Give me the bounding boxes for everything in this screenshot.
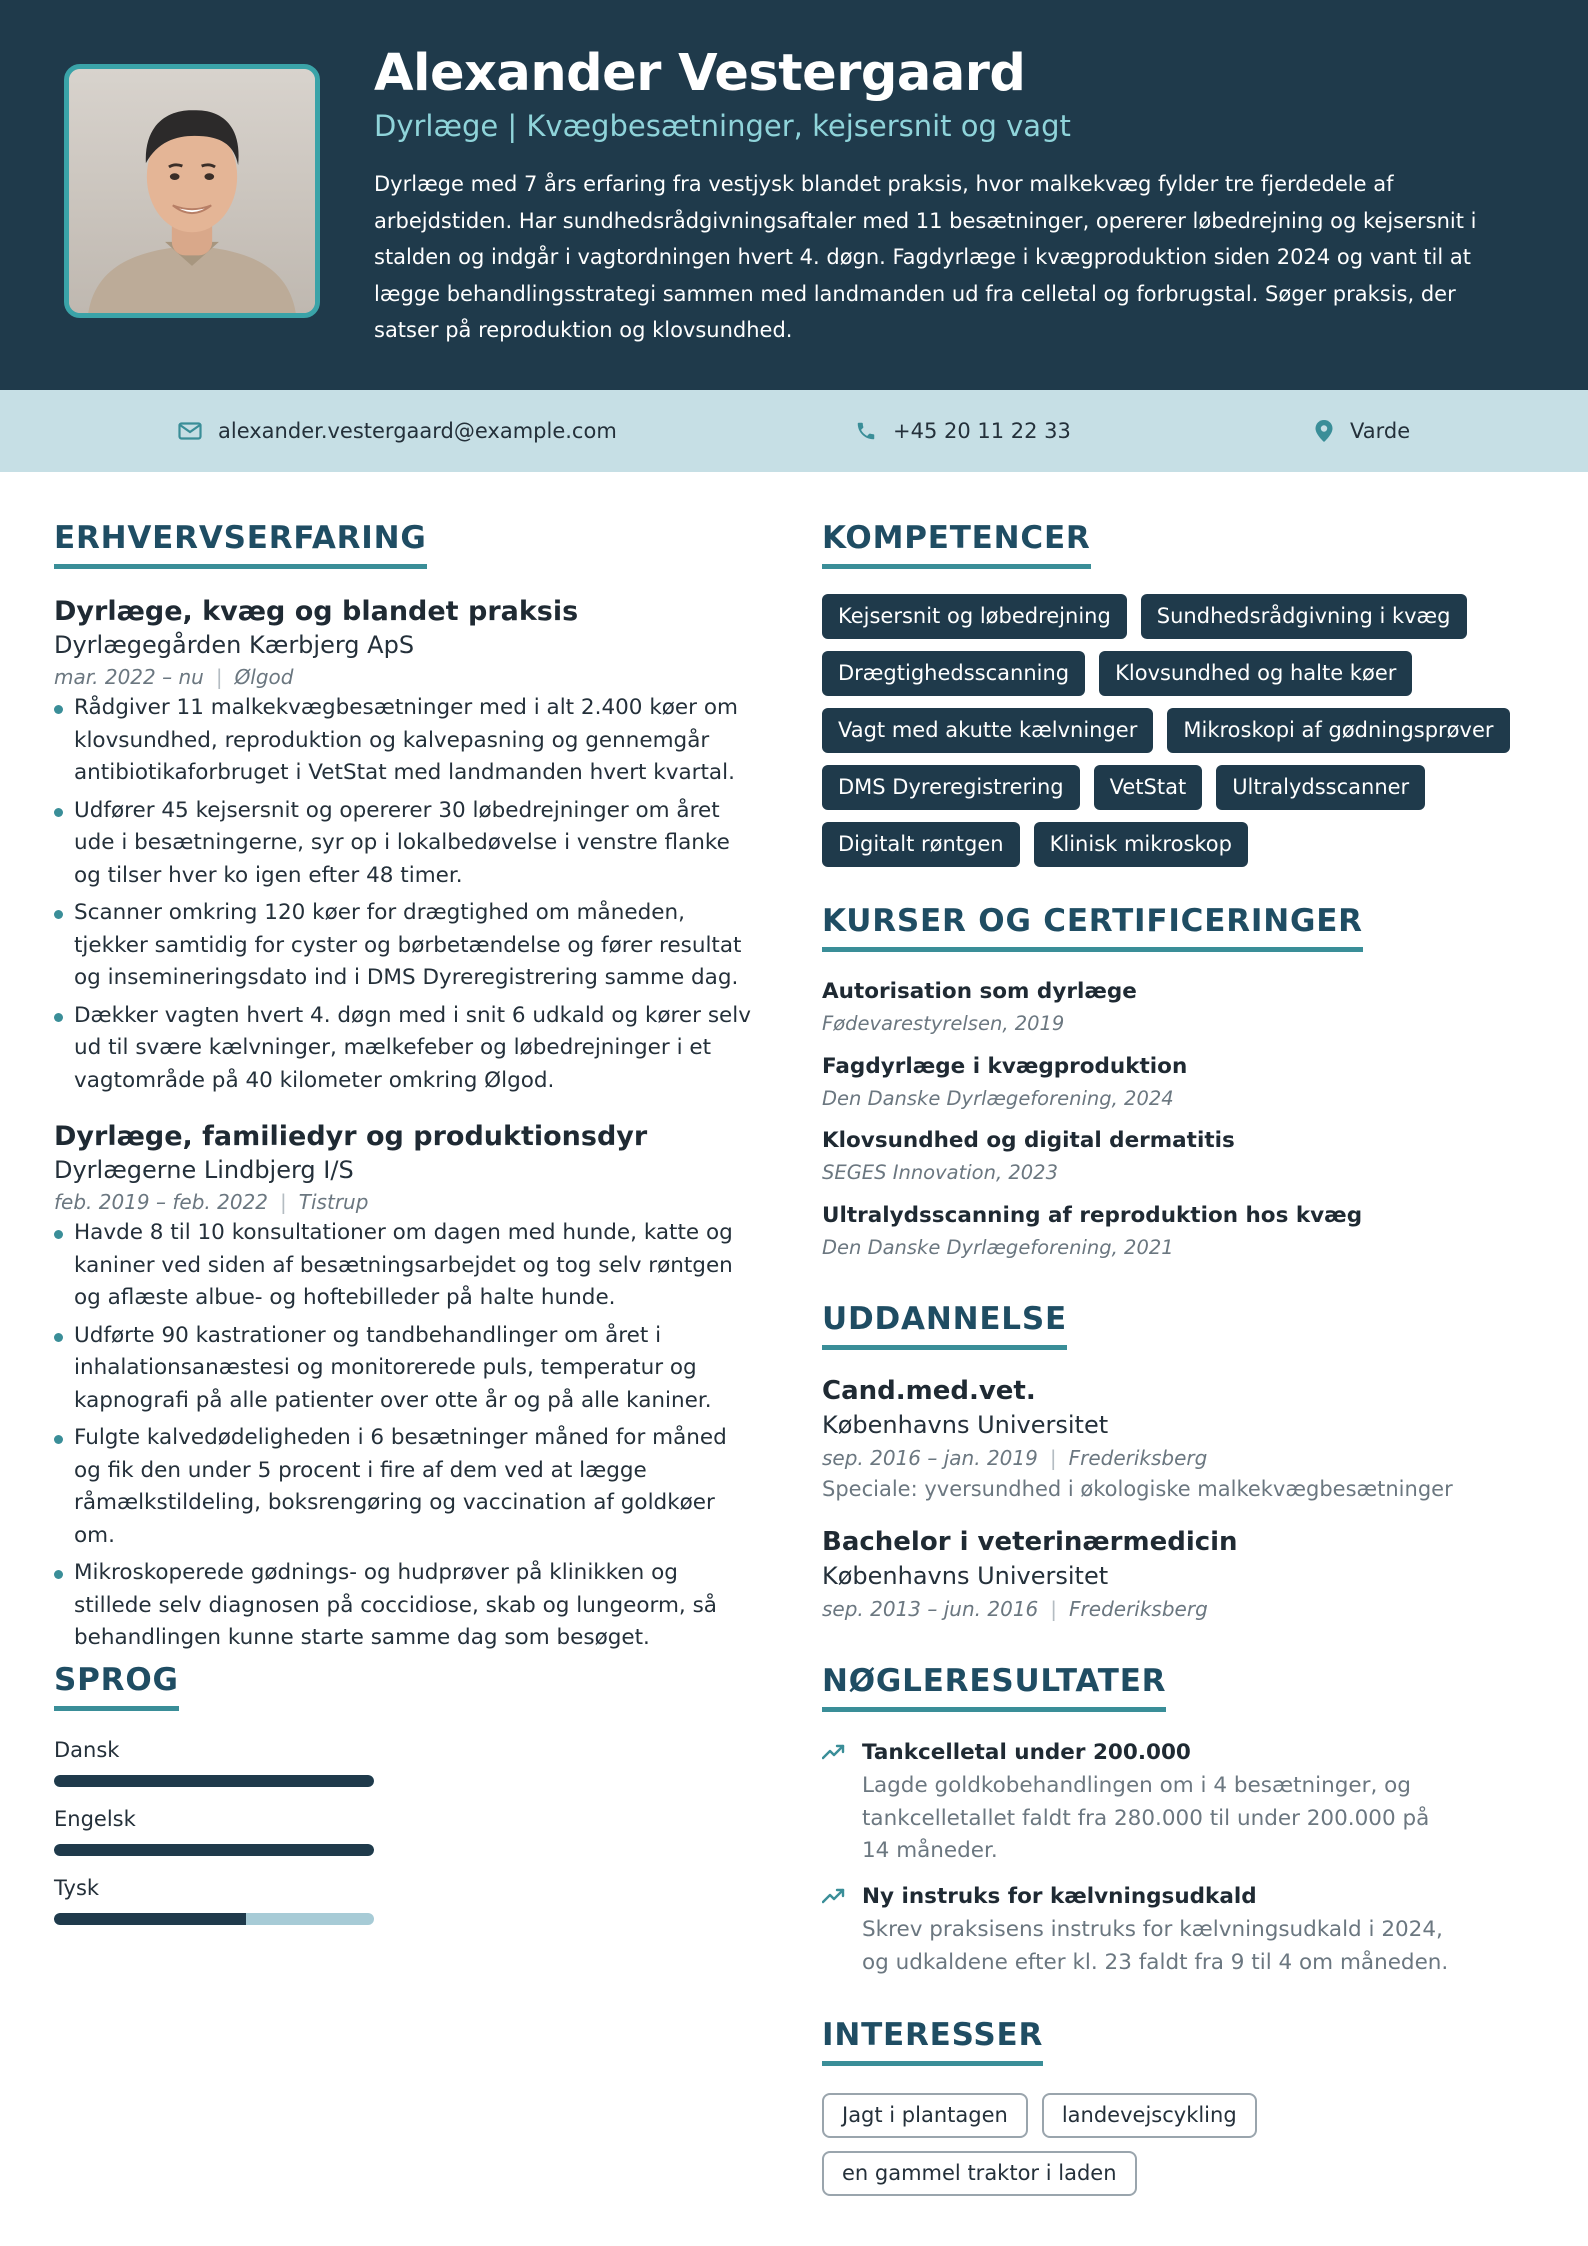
experience-heading-text: ERHVERVSERFARING: [54, 520, 427, 556]
skill-tag: Ultralydsscanner: [1216, 765, 1425, 810]
language-level-fill: [54, 1775, 374, 1787]
skill-tag: VetStat: [1094, 765, 1203, 810]
interest-tag: en gammel traktor i laden: [822, 2151, 1137, 2196]
language-level-bar: [54, 1775, 374, 1787]
trend-up-icon: [822, 1888, 846, 1904]
job-title: Dyrlæge, kvæg og blandet praksis: [54, 596, 579, 627]
job-employer: Dyrlægerne Lindbjerg I/S: [54, 1156, 354, 1184]
education-meta: [822, 1597, 1208, 1621]
education-location: Frederiksberg: [1068, 1446, 1208, 1470]
institution: Københavns Universitet: [822, 1411, 1109, 1439]
interests-heading-text: INTERESSER: [822, 2017, 1044, 2053]
contact-bar: [0, 390, 1588, 472]
profile-photo: [64, 64, 320, 318]
job-period: mar. 2022 – nu: [54, 665, 204, 689]
language-level-fill: [54, 1913, 246, 1925]
degree-title: Cand.med.vet.: [822, 1376, 1036, 1406]
education-location: Frederiksberg: [1069, 1597, 1208, 1621]
interests-tag-list: [822, 2093, 1522, 2196]
course-issuer: Fødevarestyrelsen, 2019: [822, 1012, 1065, 1035]
language-level-bar: [54, 1913, 374, 1925]
skill-tag: Vagt med akutte kælvninger: [822, 708, 1153, 753]
heading-underline: [822, 564, 1091, 569]
meta-separator: |: [1049, 1446, 1057, 1470]
mail-icon: [178, 422, 202, 440]
education-period: sep. 2013 – jun. 2016: [822, 1597, 1039, 1621]
skill-tag: Mikroskopi af gødningsprøver: [1167, 708, 1509, 753]
phone-icon: [855, 420, 877, 442]
institution: Københavns Universitet: [822, 1562, 1109, 1590]
section-heading-results: [822, 1663, 1166, 1712]
job-bullet: Fulgte kalvedødeligheden i 6 besætninger måned for måned og fik den under 5 procent i fire af dem ved at lægge råmælkstildeling, boksrengøring og vaccination af goldkøer om.: [54, 1422, 754, 1552]
job-bullet: Havde 8 til 10 konsultationer om dagen med hunde, katte og kaniner ved siden af besætningsarbejdet og tog selv røntgen og aflæste albue- og hoftebilleder på halte hunde.: [54, 1217, 754, 1315]
education-note: Speciale: yversundhed i økologiske malkekvægbesætninger: [822, 1477, 1453, 1501]
languages-heading-text: SPROG: [54, 1662, 179, 1698]
section-heading-interests: [822, 2017, 1043, 2066]
email-text: alexander.vestergaard@example.com: [218, 419, 617, 443]
meta-separator: |: [215, 665, 223, 689]
phone-text: +45 20 11 22 33: [893, 419, 1071, 443]
course-title: Autorisation som dyrlæge: [822, 979, 1137, 1004]
job-period: feb. 2019 – feb. 2022: [54, 1190, 269, 1214]
profile-summary: Dyrlæge med 7 års erfaring fra vestjysk blandet praksis, hvor malkekvæg fylder tre fjerdedele af arbejdstiden. Har sundhedsrådgivningsaftaler med 11 besætninger, opererer løbedrejning og kejsersnit i stalden og indgår i vagtordningen hvert 4. døgn. Fagdyrlæge i kvægproduktion siden 2024 og vant til at lægge behandlingsstrategi sammen med landmanden ud fra celletal og forbrugstal. Søger praksis, der satser på reproduktion og klovsundhed.: [374, 172, 1477, 343]
language-level-fill: [54, 1844, 374, 1856]
skill-tag: Digitalt røntgen: [822, 822, 1020, 867]
course-title: Ultralydsscanning af reproduktion hos kvæg: [822, 1203, 1363, 1228]
skills-heading-text: KOMPETENCER: [822, 520, 1091, 556]
contact-phone[interactable]: [855, 390, 1071, 472]
skill-tag: DMS Dyreregistrering: [822, 765, 1080, 810]
skill-tag: Klinisk mikroskop: [1034, 822, 1248, 867]
heading-underline: [822, 1345, 1067, 1350]
heading-underline: [822, 2061, 1043, 2066]
job-meta: [54, 665, 294, 689]
course-title: Fagdyrlæge i kvægproduktion: [822, 1054, 1188, 1079]
skill-tag: Klovsundhed og halte køer: [1099, 651, 1412, 696]
section-heading-courses: [822, 903, 1363, 952]
language-name: Tysk: [54, 1876, 100, 1900]
education-period: sep. 2016 – jan. 2019: [822, 1446, 1038, 1470]
course-issuer: Den Danske Dyrlægeforening, 2024: [822, 1087, 1174, 1110]
heading-underline: [822, 1707, 1166, 1712]
section-heading-skills: [822, 520, 1091, 569]
skill-tag: Drægtighedsscanning: [822, 651, 1085, 696]
skill-tag: Sundhedsrådgivning i kvæg: [1141, 594, 1467, 639]
heading-underline: [54, 1706, 179, 1711]
job-bullet: Udfører 45 kejsersnit og opererer 30 løbedrejninger om året ude i besætningerne, syr op i lokalbedøvelse i venstre flanke og tilser hver ko igen efter 48 timer.: [54, 795, 754, 893]
job-employer: Dyrlægegården Kærbjerg ApS: [54, 631, 415, 659]
courses-heading-text: KURSER OG CERTIFICERINGER: [822, 903, 1363, 939]
result-description: Skrev praksisens instruks for kælvningsudkald i 2024, og udkaldene efter kl. 23 faldt fra 9 til 4 om måneden.: [862, 1917, 1449, 1975]
job-meta: [54, 1190, 368, 1214]
education-meta: [822, 1446, 1207, 1470]
header-banner: [0, 0, 1588, 390]
candidate-name: Alexander Vestergaard: [374, 44, 1026, 103]
meta-separator: |: [1050, 1597, 1058, 1621]
candidate-headline: Dyrlæge | Kvægbesætninger, kejsersnit og vagt: [374, 109, 1071, 143]
result-title: Tankcelletal under 200.000: [862, 1740, 1191, 1765]
location-pin-icon: [1314, 419, 1334, 443]
trend-up-icon: [822, 1744, 846, 1760]
results-heading-text: NØGLERESULTATER: [822, 1663, 1167, 1699]
section-heading-experience: [54, 520, 427, 569]
job-bullet-list: [54, 1217, 754, 1660]
heading-underline: [54, 564, 427, 569]
skill-tag: Kejsersnit og løbedrejning: [822, 594, 1127, 639]
result-title: Ny instruks for kælvningsudkald: [862, 1884, 1257, 1909]
section-heading-education: [822, 1301, 1067, 1350]
education-heading-text: UDDANNELSE: [822, 1301, 1067, 1337]
course-issuer: Den Danske Dyrlægeforening, 2021: [822, 1236, 1174, 1259]
job-bullet: Mikroskoperede gødnings- og hudprøver på klinikken og stillede selv diagnosen på coccidiose, skab og lungeorm, så behandlingen kunne starte samme dag som besøget.: [54, 1557, 754, 1655]
job-bullet: Scanner omkring 120 køer for drægtighed om måneden, tjekker samtidig for cyster og børbetændelse og fører resultat og insemineringsdato ind i DMS Dyreregistrering samme dag.: [54, 897, 754, 995]
job-bullet-list: [54, 692, 754, 1102]
result-description: Lagde goldkobehandlingen om i 4 besætninger, og tankcelletallet faldt fra 280.000 til under 200.000 på 14 måneder.: [862, 1773, 1430, 1863]
course-issuer: SEGES Innovation, 2023: [822, 1161, 1058, 1184]
contact-email[interactable]: [178, 390, 617, 472]
job-bullet: Dækker vagten hvert 4. døgn med i snit 6 udkald og kører selv ud til svære kælvninger, mælkefeber og løbedrejninger i et vagtområde på 40 kilometer omkring Ølgod.: [54, 1000, 754, 1098]
language-name: Dansk: [54, 1738, 120, 1762]
heading-underline: [822, 947, 1363, 952]
job-title: Dyrlæge, familiedyr og produktionsdyr: [54, 1121, 648, 1152]
job-bullet: Rådgiver 11 malkekvægbesætninger med i alt 2.400 køer om klovsundhed, reproduktion og kalvepasning og gennemgår antibiotikaforbruget i VetStat med landmanden hvert kvartal.: [54, 692, 754, 790]
skills-tag-list: [822, 594, 1522, 867]
degree-title: Bachelor i veterinærmedicin: [822, 1527, 1238, 1557]
interest-tag: landevejscykling: [1042, 2093, 1257, 2138]
meta-separator: |: [280, 1190, 287, 1214]
contact-location: [1314, 390, 1410, 472]
job-location: Ølgod: [234, 665, 294, 689]
job-bullet: Udførte 90 kastrationer og tandbehandlinger om året i inhalationsanæstesi og monitorerede puls, temperatur og kapnografi på alle patienter over otte år og på alle kaniner.: [54, 1320, 754, 1418]
language-name: Engelsk: [54, 1807, 136, 1831]
portrait-image: [69, 69, 315, 313]
interest-tag: Jagt i plantagen: [822, 2093, 1028, 2138]
job-location: Tistrup: [298, 1190, 369, 1214]
section-heading-languages: [54, 1662, 179, 1711]
language-level-bar: [54, 1844, 374, 1856]
location-text: Varde: [1350, 419, 1411, 443]
course-title: Klovsundhed og digital dermatitis: [822, 1128, 1235, 1153]
